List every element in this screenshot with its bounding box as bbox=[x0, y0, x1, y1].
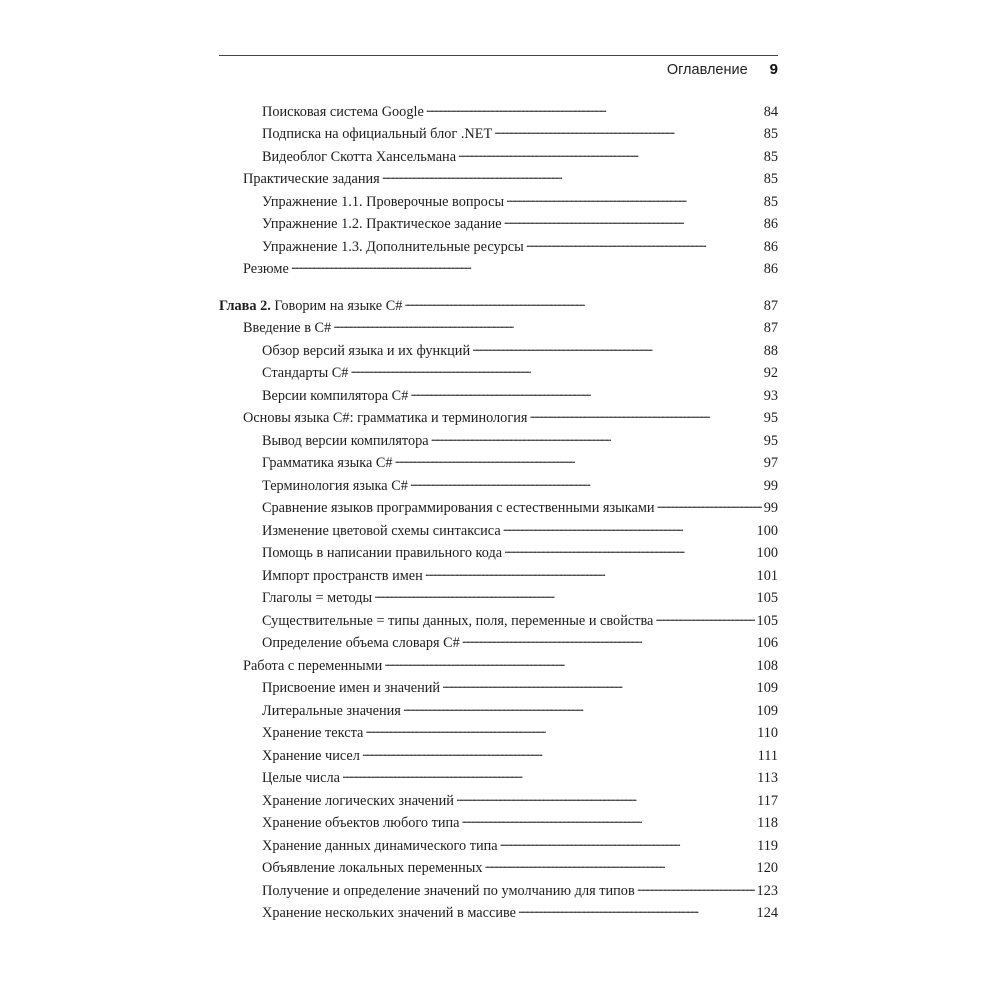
toc-page-number: 100 bbox=[756, 522, 778, 539]
toc-entry[interactable] bbox=[219, 260, 778, 283]
dot-leader bbox=[382, 170, 762, 184]
toc-entry-title bbox=[262, 239, 524, 256]
toc-page-number: 106 bbox=[756, 635, 778, 652]
dot-leader bbox=[637, 881, 755, 895]
toc-page-number: 85 bbox=[763, 148, 778, 165]
dot-leader bbox=[472, 341, 762, 355]
dot-leader bbox=[485, 859, 755, 873]
dot-leader bbox=[395, 454, 762, 468]
toc-page-number: 85 bbox=[763, 193, 778, 210]
toc-entry[interactable] bbox=[219, 746, 778, 769]
toc-title-text: Импорт пространств имен bbox=[262, 567, 423, 584]
dot-leader bbox=[458, 147, 762, 161]
toc-entry[interactable] bbox=[219, 521, 778, 544]
dot-leader bbox=[518, 904, 755, 918]
dot-leader bbox=[500, 836, 755, 850]
toc-entry[interactable] bbox=[219, 904, 778, 927]
page-number: 9 bbox=[769, 61, 778, 78]
toc-entry-title bbox=[243, 410, 527, 427]
toc-page-number: 86 bbox=[763, 261, 778, 278]
dot-leader bbox=[504, 215, 762, 229]
toc-entry[interactable] bbox=[219, 679, 778, 702]
toc-entry-title bbox=[262, 194, 504, 211]
toc-entry[interactable] bbox=[219, 237, 778, 260]
toc-page-number: 118 bbox=[757, 815, 778, 832]
toc-entry-title bbox=[262, 883, 635, 900]
toc-title-text: Основы языка C#: грамматика и терминология bbox=[243, 410, 528, 427]
toc-page-number: 92 bbox=[763, 365, 778, 382]
toc-entry-title bbox=[262, 703, 401, 720]
toc-entry[interactable] bbox=[219, 881, 778, 904]
toc-entry-title bbox=[262, 149, 456, 166]
toc-entry-title bbox=[262, 343, 470, 360]
toc-entry[interactable] bbox=[219, 656, 778, 679]
toc-title-text: Хранение чисел bbox=[262, 747, 360, 764]
toc-entry-title bbox=[262, 500, 655, 517]
toc-entry-title bbox=[262, 568, 423, 585]
toc-entry[interactable] bbox=[219, 859, 778, 882]
toc-title-text: Практические задания bbox=[243, 171, 380, 188]
running-head bbox=[667, 61, 778, 78]
dot-leader bbox=[425, 566, 755, 580]
toc-entry-title bbox=[262, 455, 393, 472]
toc-page-number: 97 bbox=[763, 455, 778, 472]
toc-entry-title bbox=[262, 680, 440, 697]
toc-entry[interactable] bbox=[219, 724, 778, 747]
dot-leader bbox=[442, 679, 754, 693]
toc-entry[interactable] bbox=[219, 364, 778, 387]
toc-title-text: Упражнение 1.1. Проверочные вопросы bbox=[262, 193, 505, 210]
toc-page-number: 109 bbox=[756, 702, 778, 719]
dot-leader bbox=[529, 409, 761, 423]
toc-title-text: Упражнение 1.3. Дополнительные ресурсы bbox=[262, 238, 524, 255]
dot-leader bbox=[431, 431, 762, 445]
toc-entry-title bbox=[262, 725, 363, 742]
toc-title-text: Определение объема словаря C# bbox=[262, 635, 460, 652]
dot-leader bbox=[504, 544, 754, 558]
toc-title-text: Глаголы = методы bbox=[262, 590, 373, 607]
toc-title-text: Хранение объектов любого типа bbox=[262, 815, 460, 832]
toc-title-text: Получение и определение значений по умолчанию для типов bbox=[262, 882, 635, 899]
toc-title-text: Поисковая система Google bbox=[262, 103, 424, 120]
toc-entry[interactable] bbox=[219, 409, 778, 432]
toc-title-text: Хранение данных динамического типа bbox=[262, 837, 498, 854]
toc-entry[interactable] bbox=[219, 611, 778, 634]
toc-entry-title bbox=[262, 815, 460, 832]
toc-entry[interactable] bbox=[219, 544, 778, 567]
dot-leader bbox=[291, 260, 762, 274]
toc-title-text: Целые числа bbox=[262, 770, 340, 787]
toc-page-number: 100 bbox=[756, 545, 778, 562]
toc-entry[interactable] bbox=[219, 791, 778, 814]
dot-leader bbox=[350, 364, 761, 378]
toc-page-number: 95 bbox=[763, 432, 778, 449]
toc-entry-title bbox=[262, 104, 424, 121]
toc-entry[interactable] bbox=[219, 454, 778, 477]
dot-leader bbox=[462, 814, 756, 828]
toc-entry-title bbox=[243, 261, 289, 278]
toc-page-number: 123 bbox=[756, 882, 778, 899]
toc-entry-title bbox=[243, 658, 382, 675]
dot-leader bbox=[384, 656, 754, 670]
dot-leader bbox=[404, 296, 761, 310]
toc-title-text: Хранение нескольких значений в массиве bbox=[262, 905, 516, 922]
toc-entry[interactable] bbox=[219, 476, 778, 499]
toc-title-text: Сравнение языков программирования с естественными языками bbox=[262, 500, 655, 517]
toc-chapter-entry[interactable] bbox=[219, 296, 778, 319]
toc-entry[interactable] bbox=[219, 701, 778, 724]
toc-entry[interactable] bbox=[219, 589, 778, 612]
toc-page-number: 87 bbox=[763, 320, 778, 337]
toc-entry-title bbox=[262, 793, 454, 810]
toc-title-text: Говорим на языке C# bbox=[270, 297, 403, 314]
header-rule bbox=[219, 55, 778, 56]
toc-title-text: Существительные = типы данных, поля, переменные и свойства bbox=[262, 612, 654, 629]
dot-leader bbox=[462, 634, 755, 648]
toc-entry-title bbox=[262, 905, 516, 922]
toc-entry-title bbox=[262, 590, 372, 607]
table-of-contents bbox=[219, 102, 778, 926]
toc-entry[interactable] bbox=[219, 147, 778, 170]
toc-entry[interactable] bbox=[219, 170, 778, 193]
toc-title-text: Объявление локальных переменных bbox=[262, 860, 483, 877]
toc-entry-title bbox=[262, 126, 492, 143]
toc-page-number: 84 bbox=[763, 103, 778, 120]
toc-title-text: Литеральные значения bbox=[262, 702, 401, 719]
toc-entry[interactable] bbox=[219, 192, 778, 215]
toc-page-number: 108 bbox=[756, 657, 778, 674]
toc-entry[interactable] bbox=[219, 386, 778, 409]
dot-leader bbox=[403, 701, 755, 715]
dot-leader bbox=[365, 724, 755, 738]
dot-leader bbox=[333, 319, 761, 333]
toc-title-text: Изменение цветовой схемы синтаксиса bbox=[262, 522, 501, 539]
toc-entry-title bbox=[262, 770, 340, 787]
toc-page-number: 86 bbox=[763, 238, 778, 255]
toc-title-text: Хранение логических значений bbox=[262, 792, 454, 809]
toc-page-number: 113 bbox=[757, 770, 778, 787]
dot-leader bbox=[494, 125, 762, 139]
toc-page-number: 119 bbox=[757, 837, 778, 854]
toc-title-text: Версии компилятора C# bbox=[262, 387, 409, 404]
toc-entry[interactable] bbox=[219, 814, 778, 837]
toc-title-text: Терминология языка C# bbox=[262, 477, 408, 494]
toc-entry-title bbox=[262, 388, 408, 405]
toc-entry-title bbox=[262, 838, 498, 855]
toc-page-number: 88 bbox=[763, 342, 778, 359]
toc-title-text: Подписка на официальный блог .NET bbox=[262, 126, 493, 143]
toc-title-text: Помощь в написании правильного кода bbox=[262, 545, 503, 562]
toc-title-text: Видеоблог Скотта Хансельмана bbox=[262, 148, 457, 165]
toc-entry[interactable] bbox=[219, 836, 778, 859]
toc-entry[interactable] bbox=[219, 319, 778, 342]
toc-title-text: Обзор версий языка и их функций bbox=[262, 342, 471, 359]
dot-leader bbox=[503, 521, 755, 535]
toc-page-number: 85 bbox=[763, 126, 778, 143]
dot-leader bbox=[426, 102, 762, 116]
toc-page-number: 99 bbox=[763, 500, 778, 517]
toc-title-text: Стандарты C# bbox=[262, 365, 349, 382]
toc-entry-title bbox=[262, 433, 429, 450]
toc-page-number: 105 bbox=[756, 590, 778, 607]
dot-leader bbox=[410, 386, 761, 400]
toc-entry-title bbox=[262, 635, 460, 652]
toc-title-text: Грамматика языка C# bbox=[262, 455, 393, 472]
toc-page-number: 93 bbox=[763, 387, 778, 404]
toc-entry-title bbox=[262, 523, 501, 540]
toc-entry[interactable] bbox=[219, 125, 778, 148]
toc-entry[interactable] bbox=[219, 102, 778, 125]
toc-title-text: Работа с переменными bbox=[243, 657, 383, 674]
dot-leader bbox=[506, 192, 762, 206]
toc-title-text: Резюме bbox=[243, 261, 289, 278]
toc-page-number: 87 bbox=[763, 297, 778, 314]
toc-entry-title bbox=[262, 545, 502, 562]
toc-page-number: 86 bbox=[763, 216, 778, 233]
toc-page-number: 117 bbox=[757, 792, 778, 809]
dot-leader bbox=[410, 476, 762, 490]
toc-page-number: 109 bbox=[756, 680, 778, 697]
toc-entry-title bbox=[262, 478, 408, 495]
toc-entry-title bbox=[262, 613, 653, 630]
toc-entry-title bbox=[243, 171, 380, 188]
toc-page-number: 124 bbox=[756, 905, 778, 922]
toc-title-text: Упражнение 1.2. Практическое задание bbox=[262, 216, 502, 233]
toc-page-number: 99 bbox=[763, 477, 778, 494]
toc-title-text: Вывод версии компилятора bbox=[262, 432, 429, 449]
toc-entry[interactable] bbox=[219, 215, 778, 238]
chapter-label: Глава 2. bbox=[219, 297, 271, 314]
dot-leader bbox=[374, 589, 754, 603]
toc-entry[interactable] bbox=[219, 499, 778, 522]
toc-entry[interactable] bbox=[219, 769, 778, 792]
toc-title-text: Введение в C# bbox=[243, 320, 332, 337]
toc-page-number: 95 bbox=[763, 410, 778, 427]
toc-entry[interactable] bbox=[219, 566, 778, 589]
toc-entry-title bbox=[262, 748, 360, 765]
toc-entry[interactable] bbox=[219, 634, 778, 657]
dot-leader bbox=[655, 611, 754, 625]
toc-page-number: 111 bbox=[757, 747, 778, 764]
toc-entry-title bbox=[262, 216, 502, 233]
dot-leader bbox=[362, 746, 756, 760]
toc-entry[interactable] bbox=[219, 431, 778, 454]
dot-leader bbox=[526, 237, 762, 251]
dot-leader bbox=[342, 769, 755, 783]
dot-leader bbox=[456, 791, 755, 805]
toc-page-number: 105 bbox=[756, 612, 778, 629]
toc-page-number: 110 bbox=[757, 725, 778, 742]
toc-title-text: Хранение текста bbox=[262, 725, 364, 742]
toc-entry-title bbox=[262, 365, 348, 382]
toc-entry-title bbox=[262, 860, 483, 877]
toc-entry[interactable] bbox=[219, 341, 778, 364]
toc-page-number: 120 bbox=[756, 860, 778, 877]
running-head-title: Оглавление bbox=[666, 62, 748, 78]
toc-entry-title bbox=[243, 320, 331, 337]
toc-title-text: Присвоение имен и значений bbox=[262, 680, 441, 697]
toc-entry-title bbox=[219, 298, 402, 315]
dot-leader bbox=[657, 499, 762, 513]
toc-page-number: 101 bbox=[756, 567, 778, 584]
toc-page-number: 85 bbox=[763, 171, 778, 188]
